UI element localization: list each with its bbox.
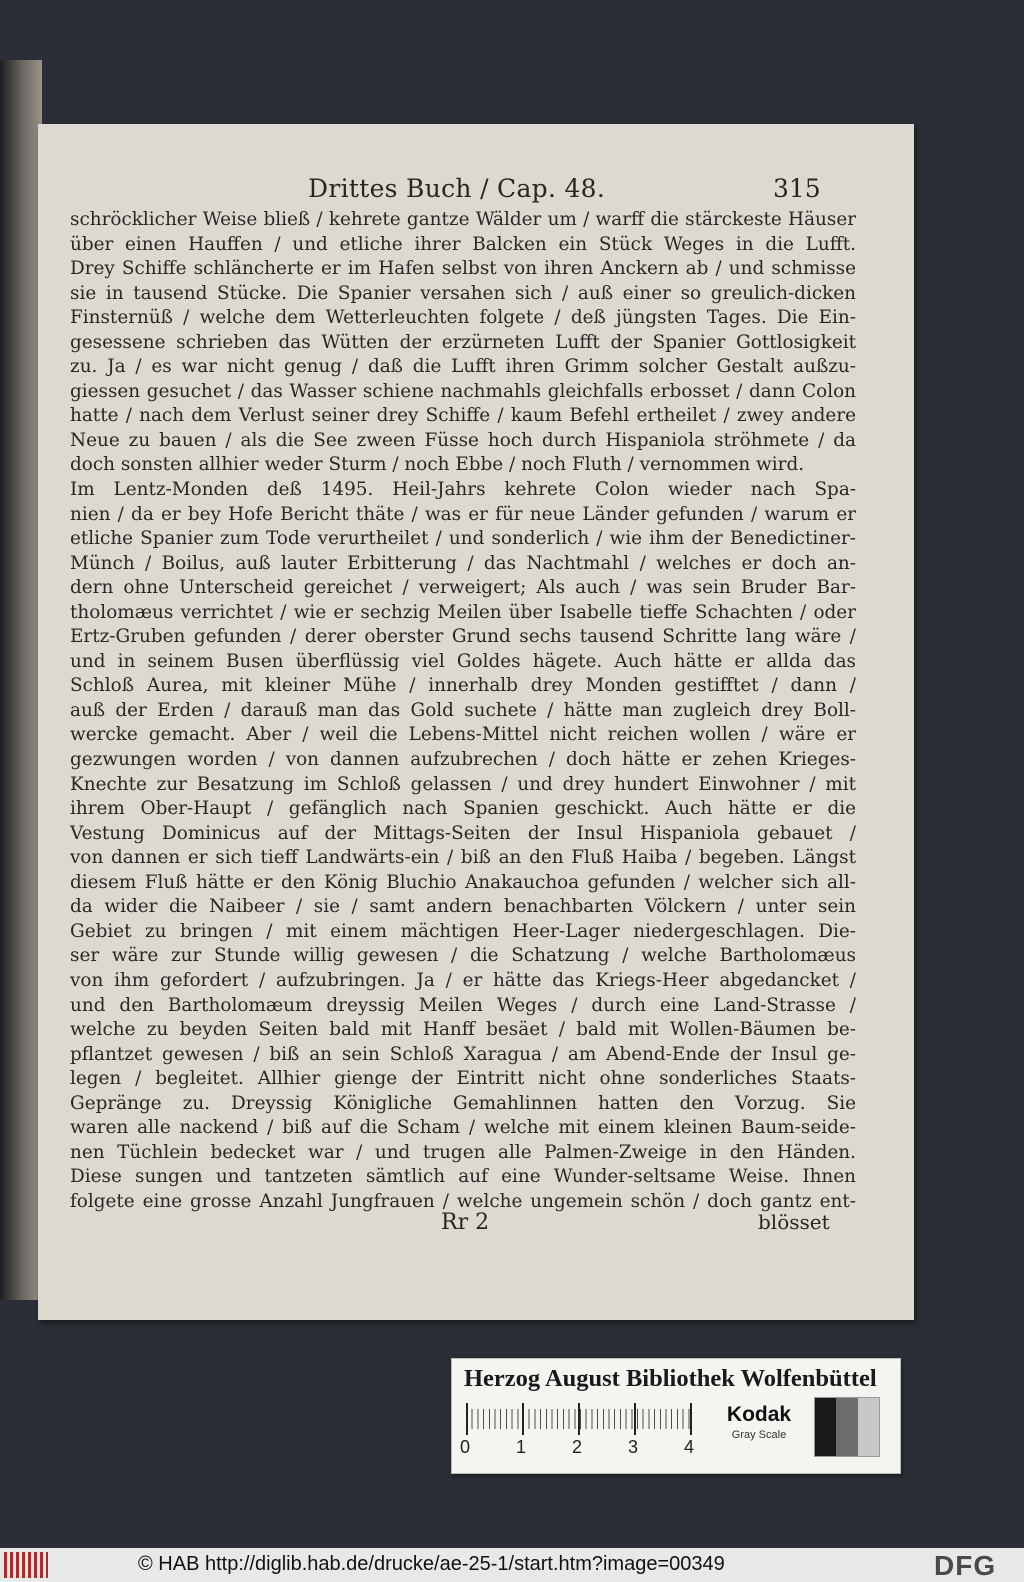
ruler-numbers: [458, 1437, 698, 1461]
text-line: gezwungen worden / von dannen aufzubrechen / doch hätte er zehen Krieges-: [70, 749, 856, 771]
text-line: und in seinem Busen überflüssig viel Goldes hägete. Auch hätte er allda das: [70, 650, 856, 672]
text-line: doch sonsten allhier weder Sturm / noch Ebbe / noch Fluth / vernommen wird.: [70, 454, 805, 476]
text-line: diesem Fluß hätte er den König Bluchio Anakauchoa gefunden / welcher sich all-: [70, 871, 856, 893]
text-line: welche zu beyden Seiten bald mit Hanff besäet / bald mit Wollen-Bäumen be-: [70, 1019, 856, 1041]
gray-swatch: [815, 1398, 836, 1456]
gray-swatch: [858, 1398, 879, 1456]
text-line: ser wäre zur Stunde willig gewesen / die Schatzung / welche Bartholomæus: [70, 945, 856, 967]
color-reference-card: [451, 1358, 901, 1474]
ruler-number: 3: [628, 1437, 639, 1457]
text-line: Knechte zur Besatzung im Schloß gelassen / und drey hundert Einwohner / mit: [70, 773, 856, 795]
gray-scale-swatches: [814, 1397, 880, 1457]
text-line: über einen Hauffen / und etliche ihrer Balcken ein Stück Weges in die Lufft.: [70, 233, 856, 255]
text-line: von ihm gefordert / aufzubringen. Ja / er hätte das Kriegs-Heer abgedancket /: [70, 969, 856, 991]
text-line: giessen gesuchet / das Wasser schiene nachmahls gleichfalls erbosset / dann Colon: [70, 380, 856, 402]
text-line: von dannen er sich tieff Landwärts-ein / biß an den Fluß Haiba / begeben. Längst: [70, 847, 856, 869]
text-line: nen Tüchlein bedecket war / und trugen alle Palmen-Zweige in den Händen.: [70, 1141, 856, 1163]
text-line: Finsternüß / welche dem Wetterleuchten folgete / deß jüngsten Tages. Die Ein-: [70, 307, 856, 329]
text-line: Drey Schiffe schläncherte er im Hafen selbst von ihren Anckern ab / und schmisse: [70, 258, 856, 280]
copyright-link[interactable]: © HAB http://diglib.hab.de/drucke/ae-25-1/start.htm?image=00349: [138, 1553, 725, 1575]
ruler-number: 0: [460, 1437, 471, 1457]
text-line: etliche Spanier zum Tode verurtheilet / und sonderlich / wie ihm der Benedictiner-: [70, 528, 856, 550]
ruler-number: 4: [684, 1437, 695, 1457]
ruler-major-tick: [578, 1403, 580, 1435]
signature-mark: Rr 2: [441, 1210, 490, 1235]
text-line: folgete eine grosse Anzahl Jungfrauen / welche ungemein schön / doch gantz ent-: [70, 1190, 856, 1212]
text-line: Diese sungen und tantzeten sämtlich auf eine Wunder-seltsame Weise. Ihnen: [70, 1166, 856, 1188]
text-line: Ertz-Gruben gefunden / derer oberster Grund sechs tausend Schritte lang wäre /: [70, 626, 856, 648]
ruler-major-tick: [634, 1403, 636, 1435]
text-line: nien / da er bey Hofe Bericht thäte / was er für neue Länder gefunden / warum er: [70, 503, 856, 525]
text-line: Gebiet zu bringen / mit einem mächtigen Heer-Lager niedergeschlagen. Die-: [70, 920, 856, 942]
running-head: Drittes Buch / Cap. 48.: [308, 174, 606, 203]
text-line: Gepränge zu. Dreyssig Königliche Gemahlinnen hatten den Vorzug. Sie: [70, 1092, 856, 1114]
hab-logo-icon: [4, 1552, 48, 1578]
text-line: zu. Ja / es war nicht genug / daß die Lufft ihren Grimm solcher Gestalt außzu-: [70, 356, 856, 378]
text-line: gesessene schrieben das Wütten der erzürneten Lufft der Spanier Gottlosigkeit: [70, 331, 856, 353]
book-edge-shadow: [0, 60, 42, 1300]
text-line: und den Bartholomæum dreyssig Meilen Weges / durch eine Land-Strasse /: [70, 994, 856, 1016]
text-line: ihrem Ober-Haupt / gefänglich nach Spanien geschickt. Auch hätte er die: [70, 798, 856, 820]
text-line: Neue zu bauen / als die See zween Füsse hoch durch Hispaniola ströhmete / da: [70, 429, 856, 451]
text-line: legen / begleitet. Allhier gienge der Eintritt nicht ohne sonderliches Staats-: [70, 1068, 856, 1090]
footer-bar: [0, 1548, 1024, 1582]
gray-swatch: [836, 1398, 857, 1456]
page-header: [38, 174, 914, 208]
page-number: 315: [773, 174, 821, 203]
kodak-logo: Kodak: [726, 1403, 792, 1426]
text-line: da wider die Naibeer / sie / samt andern benachbarten Völckern / unter sein: [70, 896, 856, 918]
library-name: Herzog August Bibliothek Wolfenbüttel: [464, 1365, 877, 1392]
ruler-major-tick: [522, 1403, 524, 1435]
page-footer: [38, 1210, 914, 1238]
text-line: hatte / nach dem Verlust seiner drey Schiffe / kaum Befehl ertheilet / zwey andere: [70, 405, 856, 427]
measurement-ruler: [466, 1403, 694, 1433]
text-line: schröcklicher Weise bließ / kehrete gantze Wälder um / warff die stärckeste Häuser: [70, 209, 856, 230]
ruler-number: 2: [572, 1437, 583, 1457]
text-line: Im Lentz-Monden deß 1495. Heil-Jahrs kehrete Colon wieder nach Spa-: [70, 479, 856, 501]
book-page: [38, 124, 914, 1320]
text-line: Vestung Dominicus auf der Mittags-Seiten der Insul Hispaniola gebauet /: [70, 822, 856, 844]
text-line: waren alle nackend / biß auf die Scham / welche mit einem kleinen Baum-seide-: [70, 1117, 856, 1139]
ruler-number: 1: [516, 1437, 527, 1457]
text-line: Münch / Boilus, auß lauter Erbitterung / das Nachtmahl / welches er doch an-: [70, 552, 856, 574]
text-line: Schloß Aurea, mit kleiner Mühe / innerhalb drey Monden gestifftet / dann /: [70, 675, 856, 697]
text-line: tholomæus verrichtet / wie er sechzig Meilen über Isabelle tieffe Schachten / oder: [70, 601, 856, 623]
gray-scale-label: Gray Scale: [731, 1429, 787, 1441]
text-line: dern ohne Unterscheid gereichet / verweigert; Als auch / was sein Bruder Bar-: [70, 577, 856, 599]
dfg-logo: DFG: [934, 1550, 997, 1581]
ruler-major-tick: [466, 1403, 468, 1435]
text-line: auß der Erden / darauß man das Gold suchete / hätte man zugleich drey Boll-: [70, 699, 856, 721]
text-line: wercke gemacht. Aber / weil die Lebens-Mittel nicht reichen wollen / wäre er: [70, 724, 856, 746]
text-line: pflantzet gewesen / biß an sein Schloß Xaragua / am Abend-Ende der Insul ge-: [70, 1043, 856, 1065]
text-line: sie in tausend Stücke. Die Spanier versahen sich / auß einer so greulich-dicken: [70, 282, 856, 304]
ruler-major-tick: [690, 1403, 692, 1435]
page-body-text: [70, 208, 856, 1214]
catchword: blösset: [758, 1210, 830, 1234]
